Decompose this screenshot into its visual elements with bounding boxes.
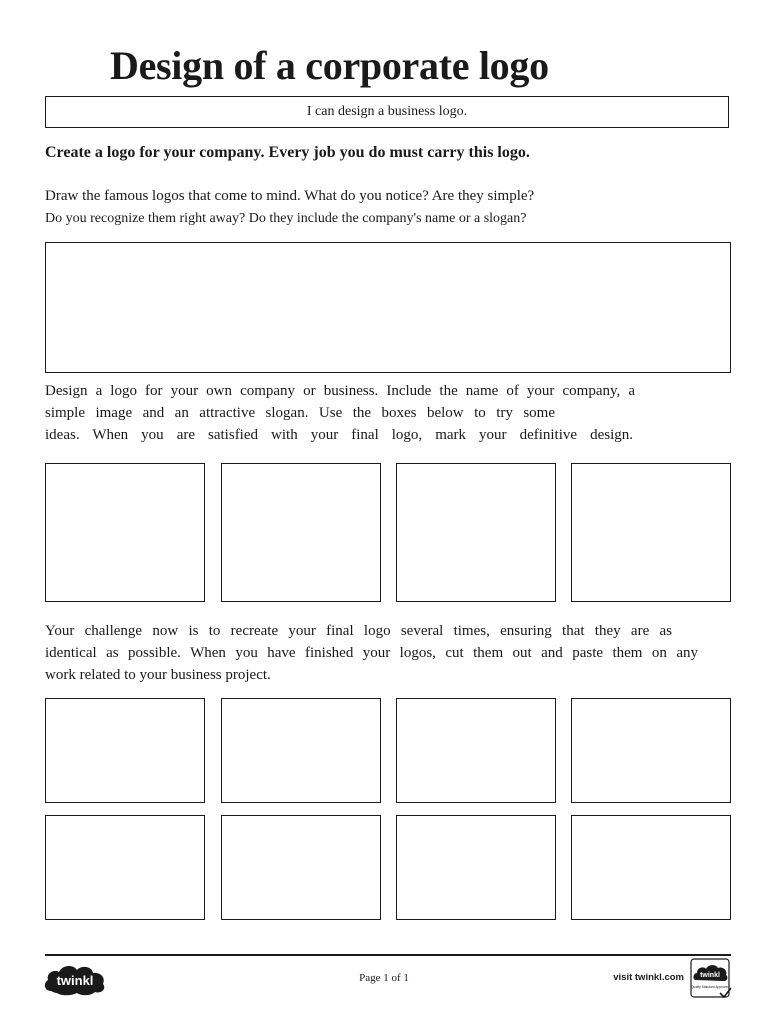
design-instructions-line-1: Design a logo for your own company or business. Include the name of your company, a	[45, 383, 635, 399]
badge-caption: Quality Standard Approved	[690, 985, 730, 989]
final-logo-box[interactable]	[221, 815, 381, 920]
final-logo-box[interactable]	[571, 698, 731, 803]
design-instructions-line-2: simple image and an attractive slogan. Use the boxes below to try some	[45, 405, 555, 421]
challenge-instructions-line-2: identical as possible. When you have finished your logos, cut them out and paste them on any	[45, 645, 698, 661]
idea-box[interactable]	[221, 463, 381, 602]
final-logo-box[interactable]	[45, 698, 205, 803]
challenge-instructions-line-3: work related to your business project.	[45, 667, 271, 683]
final-logo-box[interactable]	[45, 815, 205, 920]
twinkl-logo-text: twinkl	[56, 973, 94, 988]
idea-box[interactable]	[45, 463, 205, 602]
intro-line-1: Draw the famous logos that come to mind. What do you notice? Are they simple?	[45, 188, 535, 204]
challenge-instructions-line-1: Your challenge now is to recreate your final logo several times, ensuring that they are as	[45, 623, 672, 639]
learning-objective: I can design a business logo.	[306, 104, 468, 119]
final-logo-box[interactable]	[571, 815, 731, 920]
footer-divider	[45, 954, 731, 956]
final-logo-box[interactable]	[221, 698, 381, 803]
badge-brand-text: twinkl	[700, 972, 720, 979]
intro-line-2: Do you recognize them right away? Do they include the company's name or a slogan?	[45, 211, 527, 226]
design-instructions-line-3: ideas. When you are satisfied with your final logo, mark your definitive design.	[45, 427, 633, 443]
page-number: Page 1 of 1	[359, 972, 409, 984]
idea-box[interactable]	[571, 463, 731, 602]
final-logo-box[interactable]	[396, 815, 556, 920]
famous-logos-drawing-box[interactable]	[45, 242, 731, 373]
page-title: Design of a corporate logo	[110, 43, 549, 88]
quality-standard-badge	[690, 958, 732, 1000]
learning-objective-box	[45, 96, 729, 128]
final-logo-box[interactable]	[396, 698, 556, 803]
idea-box[interactable]	[396, 463, 556, 602]
task-heading: Create a logo for your company. Every job you do must carry this logo.	[45, 144, 530, 161]
visit-website-link[interactable]: visit twinkl.com	[613, 972, 684, 983]
